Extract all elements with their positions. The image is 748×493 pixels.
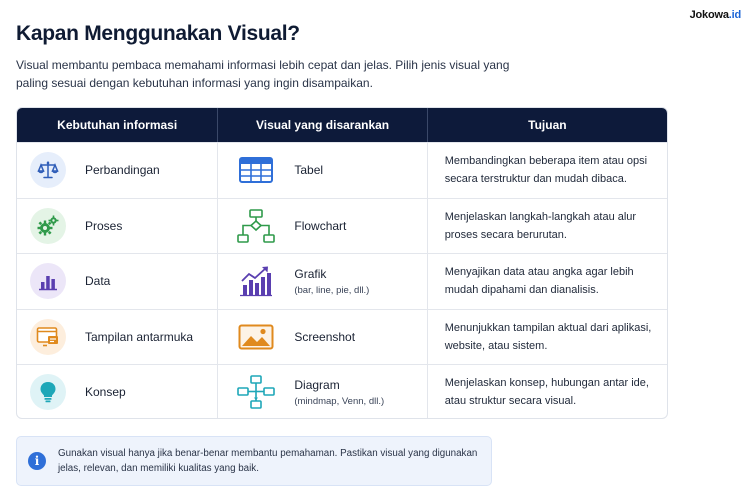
header-need: Kebutuhan informasi xyxy=(17,108,218,142)
visual-sublabel: (mindmap, Venn, dll.) xyxy=(294,395,385,407)
header-visual: Visual yang disarankan xyxy=(218,108,427,142)
table-row xyxy=(17,364,667,419)
diagram-icon xyxy=(237,375,275,409)
image-icon xyxy=(237,320,275,354)
table-row xyxy=(17,309,667,365)
page-subtitle: Visual membantu pembaca memahami informasi lebih cepat dan jelas. Pilih jenis visual yang paling sesuai dengan kebutuhan informasi yang ingin disampaikan. xyxy=(16,58,510,90)
need-cell xyxy=(17,143,218,198)
need-label: Tampilan antarmuka xyxy=(85,329,194,344)
need-label: Proses xyxy=(85,218,123,233)
interface-icon xyxy=(30,319,66,355)
need-cell xyxy=(17,199,218,254)
need-label: Data xyxy=(85,274,111,289)
visual-label: Grafik xyxy=(294,266,327,281)
graph-icon xyxy=(237,264,275,298)
need-cell xyxy=(17,254,218,309)
info-note xyxy=(16,436,492,486)
table-header xyxy=(17,108,667,142)
purpose-cell: Menyajikan data atau angka agar lebih mudah dipahami dan dianalisis. xyxy=(444,266,634,297)
page-title: Kapan Menggunakan Visual? xyxy=(16,22,300,45)
need-cell xyxy=(17,365,218,419)
brand-logo xyxy=(690,9,741,21)
visual-label: Tabel xyxy=(294,163,324,178)
table-row xyxy=(17,142,667,198)
visual-cell xyxy=(218,199,427,254)
gears-icon xyxy=(30,208,66,244)
brand-name: Jokowa xyxy=(689,9,729,21)
table-row xyxy=(17,198,667,254)
lightbulb-icon xyxy=(30,374,66,410)
brand-suffix: .id xyxy=(728,9,741,21)
table-icon xyxy=(237,153,275,187)
visual-sublabel: (bar, line, pie, dll.) xyxy=(294,284,370,296)
info-icon: i xyxy=(28,452,46,470)
scale-icon xyxy=(30,152,66,188)
visual-cell xyxy=(218,310,427,365)
flowchart-icon xyxy=(237,209,275,243)
bar-chart-icon xyxy=(30,263,66,299)
purpose-cell: Menunjukkan tampilan aktual dari aplikasi, website, atau sistem. xyxy=(444,321,652,352)
visual-cell xyxy=(218,365,427,419)
need-label: Konsep xyxy=(85,385,126,400)
purpose-cell: Membandingkan beberapa item atau opsi secara terstruktur dan mudah dibaca. xyxy=(444,155,648,186)
visual-label: Flowchart xyxy=(294,218,347,233)
purpose-cell: Menjelaskan konsep, hubungan antar ide, atau struktur secara visual. xyxy=(444,377,649,408)
visual-guide-table xyxy=(16,107,668,419)
visual-cell xyxy=(218,254,427,309)
visual-label: Screenshot xyxy=(294,329,356,344)
table-row xyxy=(17,253,667,309)
need-cell xyxy=(17,310,218,365)
visual-label: Diagram xyxy=(294,377,340,392)
need-label: Perbandingan xyxy=(85,163,160,178)
header-purpose: Tujuan xyxy=(528,118,567,132)
purpose-cell: Menjelaskan langkah-langkah atau alur proses secara berurutan. xyxy=(444,210,637,241)
info-note-text: Gunakan visual hanya jika benar-benar membantu pemahaman. Pastikan visual yang digunakan jelas, relevan, dan memiliki kualitas yang baik. xyxy=(58,448,478,474)
visual-cell xyxy=(218,143,427,198)
